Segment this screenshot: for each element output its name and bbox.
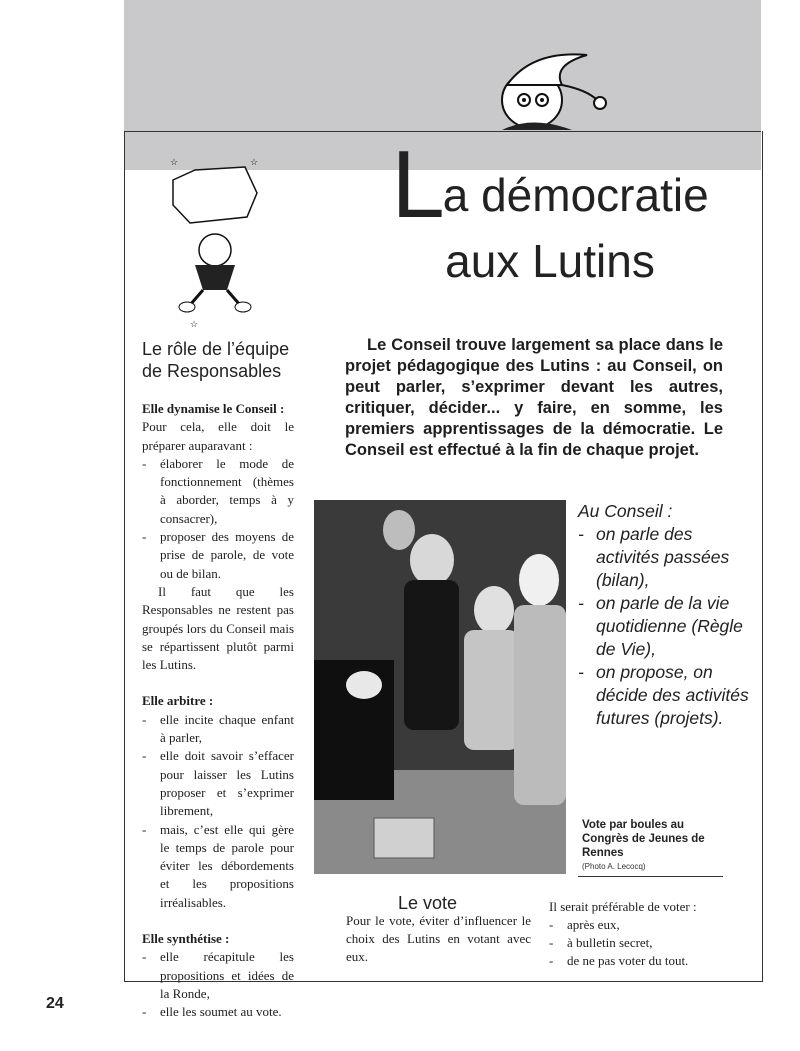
title-line2: aux Lutins — [445, 235, 655, 287]
vote-intro: Il serait préférable de voter : — [549, 899, 697, 914]
s1-title: Elle dynamise le Conseil : — [142, 401, 285, 416]
list-item: - élaborer le mode de fonctionnement (thèmes à aborder, temps à y consacrer), — [142, 455, 294, 526]
list-item: - proposer des moyens de prise de parole, de vote ou de bilan. — [142, 529, 294, 581]
photo-children-voting — [314, 500, 566, 874]
caption-rule — [578, 876, 723, 877]
svg-text:☆: ☆ — [250, 157, 259, 167]
photo-caption: Vote par boules au Congrès de Jeunes de Rennes — [582, 819, 705, 859]
quote-heading: Au Conseil : — [578, 501, 673, 521]
vote-heading: Le vote — [398, 893, 458, 913]
list-item: - elle doit savoir s’effacer pour laisser les Lutins proposer et s’exprimer librement, — [142, 748, 294, 819]
list-item: - elle incite chaque enfant à parler, — [142, 711, 294, 746]
left-column — [142, 400, 294, 1022]
svg-text:☆: ☆ — [190, 319, 199, 329]
list-item: - à bulletin secret, — [549, 935, 653, 950]
pull-quote — [578, 500, 758, 730]
elf-with-sign-icon — [165, 155, 280, 330]
lede-paragraph: Le Conseil trouve largement sa place dans le projet pédagogique des Lutins : au Conseil, on peut parler, s’exprimer devant les autres, critiquer, décider... y faire, en somme, les premiers apprentissages de la démocratie. Le Conseil est effectué à la fin de chaque projet. — [345, 336, 723, 459]
section-heading-role: Le rôle de l’équipe de Responsables — [142, 339, 290, 381]
list-item: - on propose, on décide des activités futures (projets). — [578, 662, 749, 728]
svg-text:☆: ☆ — [170, 157, 179, 167]
list-item: - on parle de la vie quotidienne (Règle de Vie), — [578, 593, 743, 659]
list-item: - on parle des activités passées (bilan), — [578, 524, 730, 590]
photo-credit: (Photo A. Lecocq) — [582, 862, 646, 871]
s1-intro: Pour cela, elle doit le préparer auparavant : — [142, 419, 294, 453]
photo-icon — [314, 500, 566, 874]
s2-title: Elle arbitre : — [142, 693, 214, 709]
list-item: - elle récapitule les propositions et idées de la Ronde, — [142, 949, 294, 1001]
page-number: 24 — [46, 995, 64, 1012]
s1-paragraph: Il faut que les Responsables ne restent pas groupés lors du Conseil mais se répartissent plutôt parmi les Lutins. — [142, 583, 294, 673]
title-line1: a démocratie — [442, 169, 709, 221]
vote-right-text — [549, 898, 739, 970]
title-drop-letter: L — [391, 131, 445, 238]
vote-left-text: Pour le vote, éviter d’influencer le choix des Lutins en votant avec eux. — [346, 913, 531, 964]
list-item: - après eux, — [549, 917, 620, 932]
header-banner — [124, 0, 761, 131]
elf-mascot-icon — [492, 45, 617, 130]
list-item: - de ne pas voter du tout. — [549, 953, 689, 968]
s3-title: Elle synthétise : — [142, 931, 230, 947]
list-item: - mais, c’est elle qui gère le temps de parole pour éviter les débordements et les propositions irréalisables. — [142, 821, 294, 910]
page-title — [360, 131, 740, 291]
list-item: - elle les soumet au vote. — [142, 1004, 282, 1020]
